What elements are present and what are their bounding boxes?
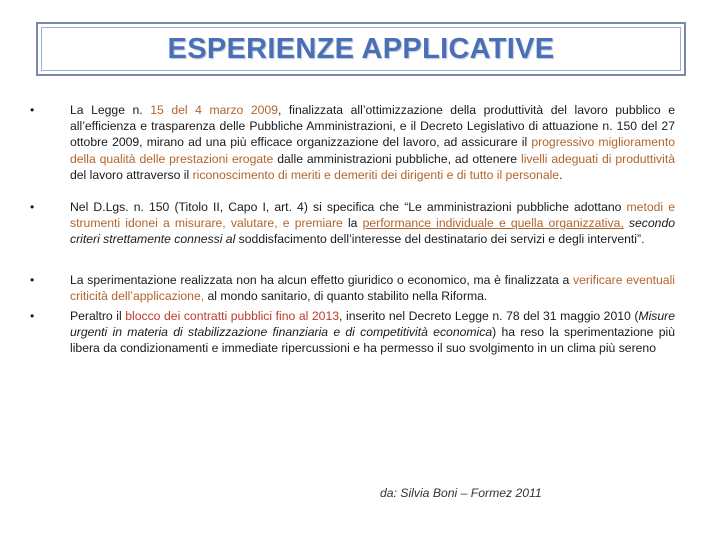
p1-highlight: progressivo miglioramento della qualità delle prestazioni erogate xyxy=(70,135,675,166)
p1-text: , finalizzata all’ottimizzazione della produttività del lavoro pubblico e all’efficienza e trasparenza delle Pubbliche Amministrazioni, e il Decreto Legislativo di attuazione n. 150 del 27 ottobre 2009, mirano ad una più efficace organizzazione del lavoro, ad assicurare il xyxy=(70,103,675,150)
p2-highlight-underlined: performance individuale e quella organizzativa, xyxy=(362,216,624,231)
p1-highlight: riconoscimento di meriti e demeriti dei dirigenti e di tutto il personale xyxy=(192,167,560,182)
p4-text: , inserito nel Decreto Legge n. 78 del 31 maggio 2010 ( xyxy=(339,309,639,324)
p2-text: la xyxy=(342,216,363,231)
p1-highlight: livelli adeguati di produttività xyxy=(521,151,675,166)
bullet-icon: • xyxy=(30,272,35,287)
p3-highlight: verificare eventuali criticità dell’applicazione, xyxy=(70,272,675,303)
slide-title: ESPERIENZE APPLICATIVE xyxy=(167,32,555,65)
p1-law-date: 15 del 4 marzo 2009 xyxy=(150,103,278,117)
p2-text: Nel D.Lgs. n. 150 (Titolo II, Capo I, art. 4) si specifica che “Le amministrazioni pubbliche adottano xyxy=(70,200,627,215)
title-box xyxy=(36,22,686,76)
p1-text: del lavoro attraverso il xyxy=(70,167,193,182)
p1-text: . xyxy=(559,167,563,182)
bullet-item-1 xyxy=(30,102,675,183)
p4-highlight: blocco dei contratti pubblici fino al 2013 xyxy=(125,309,340,324)
bullet-list xyxy=(30,102,675,357)
p4-italic: Misure urgenti in materia di stabilizzazione finanziaria e di competitività economica xyxy=(70,309,675,340)
p4-text: ) ha reso la sperimentazione più libera da condizionamenti e immediate ripercussioni e ha permesso il suo svolgimento in un clima più sereno xyxy=(70,325,675,356)
p3-text: al mondo sanitario, di quanto stabilito nella Riforma. xyxy=(204,288,488,303)
bullet-item-2 xyxy=(30,199,675,248)
p2-text: soddisfacimento dell’interesse del destinatario dei servizi e degli interventi”. xyxy=(235,232,645,247)
p1-text: La Legge n. xyxy=(70,103,151,117)
bullet-icon: • xyxy=(30,200,35,215)
bullet-icon: • xyxy=(30,309,35,324)
bullet-icon: • xyxy=(30,103,35,117)
source-credit: da: Silvia Boni – Formez 2011 xyxy=(380,486,542,500)
bullet-item-3 xyxy=(30,272,675,304)
p4-text: Peraltro il xyxy=(70,309,126,324)
p1-text: dalle amministrazioni pubbliche, ad ottenere xyxy=(273,151,521,166)
p2-highlight: metodi e strumenti idonei a misurare, valutare, e premiare xyxy=(70,200,675,231)
p3-text: La sperimentazione realizzata non ha alcun effetto giuridico o economico, ma è finalizzata a xyxy=(70,272,574,287)
p2-italic: secondo criteri strettamente connessi al xyxy=(70,216,676,247)
bullet-item-4 xyxy=(30,308,675,357)
